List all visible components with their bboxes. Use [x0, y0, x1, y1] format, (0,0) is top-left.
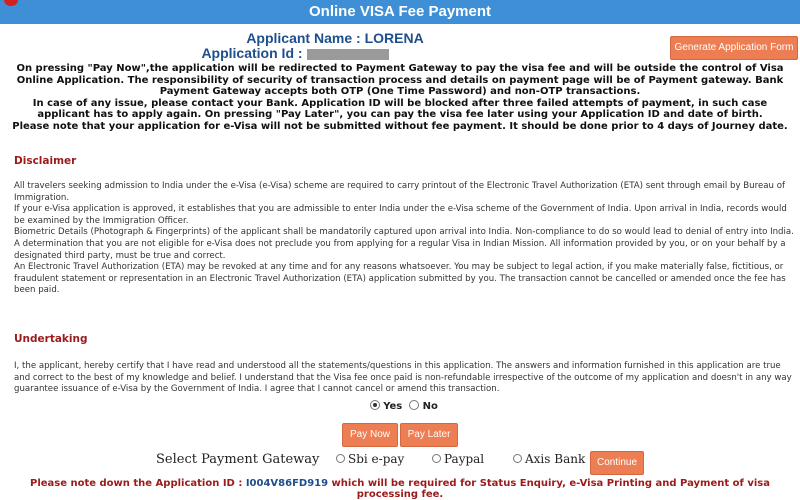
logo-icon	[4, 0, 18, 6]
continue-button[interactable]: Continue	[590, 451, 644, 475]
notice-line-3: Please note that your application for e-Visa will not be submitted without fee payment. It should be done prior to 4 days of Journey date.	[12, 120, 788, 132]
gateway-option-axis[interactable]	[513, 452, 585, 466]
no-label: No	[422, 401, 438, 412]
undertaking-title: Undertaking	[14, 333, 88, 345]
sbi-radio[interactable]	[336, 454, 345, 463]
footer-application-id: I004V86FD919	[245, 478, 329, 489]
gateway-option-paypal[interactable]	[432, 452, 484, 466]
applicant-name-value: LORENA	[364, 30, 424, 46]
undertaking-text	[14, 361, 794, 396]
disclaimer-text	[14, 181, 794, 297]
applicant-name-label: Applicant Name :	[246, 30, 365, 46]
footer-note	[0, 478, 800, 500]
pay-now-button[interactable]: Pay Now	[342, 423, 398, 447]
no-radio[interactable]	[409, 400, 419, 410]
disclaimer-title: Disclaimer	[14, 155, 77, 167]
page-header	[0, 0, 800, 24]
footer-suffix: which will be required for Status Enquiry, e-Visa Printing and Payment of visa processing fee.	[328, 478, 770, 500]
undertaking-agree-radios	[370, 400, 438, 412]
yes-label: Yes	[383, 401, 403, 412]
disclaimer-paragraph: All travelers seeking admission to India under the e-Visa (e-Visa) scheme are required to carry printout of the Electronic Travel Authorization (ETA) sent through email by Bureau of Immigration.	[14, 181, 785, 203]
disclaimer-paragraph: Biometric Details (Photograph & Fingerprints) of the applicant shall be mandatorily captured upon arrival into India. Non-compliance to do so would lead to denial of entry into India. A determination that you are not eligible for e-Visa does not preclude you from applying for a regular Visa in Indian Mission. All information provided by you, or on your behalf by a designated third party, must be true and correct.	[14, 227, 794, 261]
disclaimer-paragraph: An Electronic Travel Authorization (ETA) may be revoked at any time and for any reasons whatsoever. You may be subject to legal action, if you make materially false, fictitious, or fraudulent statement or representation in an Electronic Travel Authorization (ETA) application submitted by you. The transaction cannot be cancelled or amended once the fee has been paid.	[14, 262, 786, 296]
paypal-radio[interactable]	[432, 454, 441, 463]
payment-notice	[6, 63, 794, 132]
application-id	[0, 45, 625, 61]
application-id-label: Application Id :	[201, 45, 303, 61]
applicant-name	[5, 30, 665, 46]
axis-radio[interactable]	[513, 454, 522, 463]
page-title: Online VISA Fee Payment	[309, 3, 491, 20]
gateway-option-label: Paypal	[444, 452, 485, 466]
undertaking-paragraph: I, the applicant, hereby certify that I have read and understood all the statements/questions in this application. The answers and information furnished in this application are true and correct to the best of my knowledge and belief. I understand that the Visa fee once paid is non-refundable irrespective of the outcome of my application and doesn't in any way guarantee issuance of e-Visa by the Government of India. I agree that I cannot cancel or amend this transaction.	[14, 361, 792, 395]
footer-prefix: Please note down the Application ID :	[29, 478, 246, 489]
gateway-option-label: Sbi e-pay	[348, 452, 405, 466]
notice-line-1: On pressing "Pay Now",the application will be redirected to Payment Gateway to pay the visa fee and will be outside the control of Visa Online Application. The responsibility of security of transaction process and details on payment page will be of Payment gateway. Bank Payment Gateway accepts both OTP (One Time Password) and non-OTP transactions.	[16, 63, 784, 97]
generate-application-form-button[interactable]: Generate Application Form	[670, 36, 798, 60]
pay-later-button[interactable]: Pay Later	[400, 423, 458, 447]
payment-gateway-label: Select Payment Gateway	[156, 452, 320, 467]
disclaimer-paragraph: If your e-Visa application is approved, it establishes that you are admissible to enter India under the e-Visa scheme of the Government of India. Upon arrival in India, records would be examined by the Immigration Officer.	[14, 204, 787, 226]
gateway-option-label: Axis Bank	[525, 452, 586, 466]
yes-radio[interactable]	[370, 400, 380, 410]
notice-line-2: In case of any issue, please contact your Bank. Application ID will be blocked after three failed attempts of payment, in such case applicant has to apply again. On pressing "Pay Later", you can pay the visa fee later using your Application ID and date of birth.	[32, 97, 768, 120]
gateway-option-sbi[interactable]	[336, 452, 404, 466]
application-id-redacted	[307, 49, 389, 60]
